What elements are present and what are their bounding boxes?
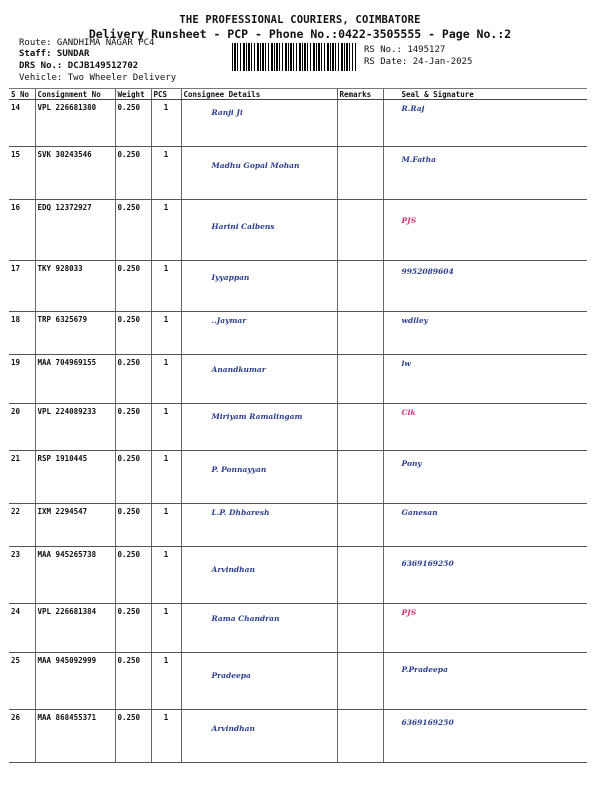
row-consignment: VPL 224089233 [35, 404, 115, 451]
row-consignment: TKY 928033 [35, 261, 115, 312]
table-row [9, 100, 587, 147]
row-pcs: 1 [151, 604, 181, 653]
row-remarks [337, 547, 383, 604]
route-label: Route: GANDHIMA NAGAR PC4 [19, 38, 155, 48]
row-sno: 18 [9, 312, 35, 355]
rs-date: RS Date: 24-Jan-2025 [364, 57, 473, 67]
row-signature: PJS [383, 604, 587, 653]
row-sno: 17 [9, 261, 35, 312]
row-consignment: VPL 226681380 [35, 100, 115, 147]
row-sno: 22 [9, 504, 35, 547]
row-weight: 0.250 [115, 147, 151, 200]
company-title: THE PROFESSIONAL COURIERS, COIMBATORE [179, 14, 421, 26]
row-signature: P.Pradeepa [383, 653, 587, 710]
row-pcs: 1 [151, 547, 181, 604]
row-consignee: Rama Chandran [181, 604, 337, 653]
row-consignee: ..Jaymar [181, 312, 337, 355]
row-consignment: TRP 6325679 [35, 312, 115, 355]
row-signature: 6369169250 [383, 710, 587, 763]
row-remarks [337, 147, 383, 200]
row-remarks [337, 604, 383, 653]
table-header-row [9, 89, 587, 100]
runsheet-title: Delivery Runsheet - PCP - Phone No.:0422-3505555 - Page No.:2 [88, 27, 512, 41]
row-pcs: 1 [151, 404, 181, 451]
delivery-table [9, 88, 587, 763]
table-row [9, 404, 587, 451]
row-signature: 6369169250 [383, 547, 587, 604]
row-pcs: 1 [151, 261, 181, 312]
row-pcs: 1 [151, 710, 181, 763]
row-pcs: 1 [151, 100, 181, 147]
row-sno: 15 [9, 147, 35, 200]
row-remarks [337, 504, 383, 547]
row-sno: 20 [9, 404, 35, 451]
row-weight: 0.250 [115, 547, 151, 604]
row-consignee: P. Ponnayyan [181, 451, 337, 504]
row-consignee: Arvindhan [181, 547, 337, 604]
row-weight: 0.250 [115, 261, 151, 312]
row-consignee: Pradeepa [181, 653, 337, 710]
table-row [9, 147, 587, 200]
row-sno: 25 [9, 653, 35, 710]
row-weight: 0.250 [115, 200, 151, 261]
row-signature: Clk [383, 404, 587, 451]
row-weight: 0.250 [115, 710, 151, 763]
row-consignment: EDQ 12372927 [35, 200, 115, 261]
row-signature: M.Fatha [383, 147, 587, 200]
table-row [9, 504, 587, 547]
row-consignment: VPL 226681384 [35, 604, 115, 653]
row-consignment: MAA 868455371 [35, 710, 115, 763]
row-weight: 0.250 [115, 653, 151, 710]
row-weight: 0.250 [115, 100, 151, 147]
row-consignee: Iyyappan [181, 261, 337, 312]
row-weight: 0.250 [115, 604, 151, 653]
row-signature: R.Raj [383, 100, 587, 147]
table-row [9, 604, 587, 653]
row-signature: 9952089604 [383, 261, 587, 312]
col-pcs: PCS [151, 89, 181, 100]
col-consignment: Consignment No [35, 89, 115, 100]
row-remarks [337, 451, 383, 504]
row-pcs: 1 [151, 504, 181, 547]
row-signature: Ganesan [383, 504, 587, 547]
row-consignment: SVK 30243546 [35, 147, 115, 200]
barcode [232, 43, 356, 71]
row-remarks [337, 355, 383, 404]
row-signature: Pony [383, 451, 587, 504]
row-weight: 0.250 [115, 404, 151, 451]
row-sno: 26 [9, 710, 35, 763]
row-sno: 14 [9, 100, 35, 147]
row-weight: 0.250 [115, 504, 151, 547]
row-sno: 23 [9, 547, 35, 604]
row-pcs: 1 [151, 451, 181, 504]
row-sno: 21 [9, 451, 35, 504]
row-consignment: MAA 945265738 [35, 547, 115, 604]
row-pcs: 1 [151, 147, 181, 200]
col-sno: S No [9, 89, 35, 100]
row-pcs: 1 [151, 200, 181, 261]
row-consignee: L.P. Dhbaresh [181, 504, 337, 547]
row-consignee: Miriyam Ramalingam [181, 404, 337, 451]
col-remarks: Remarks [337, 89, 383, 100]
row-weight: 0.250 [115, 451, 151, 504]
row-remarks [337, 200, 383, 261]
table-row [9, 710, 587, 763]
row-weight: 0.250 [115, 312, 151, 355]
row-signature: lw [383, 355, 587, 404]
row-consignee: Arvindhan [181, 710, 337, 763]
row-consignee: Madhu Gopal Mohan [181, 147, 337, 200]
rs-no: RS No.: 1495127 [364, 45, 446, 55]
row-consignment: MAA 945092999 [35, 653, 115, 710]
row-remarks [337, 710, 383, 763]
table-row [9, 547, 587, 604]
row-remarks [337, 653, 383, 710]
row-consignee: Ranji Ji [181, 100, 337, 147]
drs-label: DRS No.: DCJB149512702 [19, 61, 139, 71]
row-consignee: Anandkumar [181, 355, 337, 404]
staff-label: Staff: SUNDAR [19, 49, 90, 59]
row-pcs: 1 [151, 355, 181, 404]
row-consignment: IXM 2294547 [35, 504, 115, 547]
row-sno: 19 [9, 355, 35, 404]
table-row [9, 451, 587, 504]
row-signature: wdlley [383, 312, 587, 355]
table-row [9, 312, 587, 355]
col-signature: Seal & Signature [383, 89, 587, 100]
row-sno: 24 [9, 604, 35, 653]
row-consignment: RSP 1910445 [35, 451, 115, 504]
table-row [9, 355, 587, 404]
row-remarks [337, 404, 383, 451]
row-pcs: 1 [151, 653, 181, 710]
table-row [9, 261, 587, 312]
table-row [9, 653, 587, 710]
row-pcs: 1 [151, 312, 181, 355]
row-remarks [337, 312, 383, 355]
row-consignee: Harini Calbens [181, 200, 337, 261]
vehicle-label: Vehicle: Two Wheeler Delivery [19, 73, 177, 83]
row-remarks [337, 261, 383, 312]
row-consignment: MAA 704969155 [35, 355, 115, 404]
col-weight: Weight [115, 89, 151, 100]
row-sno: 16 [9, 200, 35, 261]
row-remarks [337, 100, 383, 147]
row-signature: PJS [383, 200, 587, 261]
table-row [9, 200, 587, 261]
row-weight: 0.250 [115, 355, 151, 404]
col-consignee: Consignee Details [181, 89, 337, 100]
